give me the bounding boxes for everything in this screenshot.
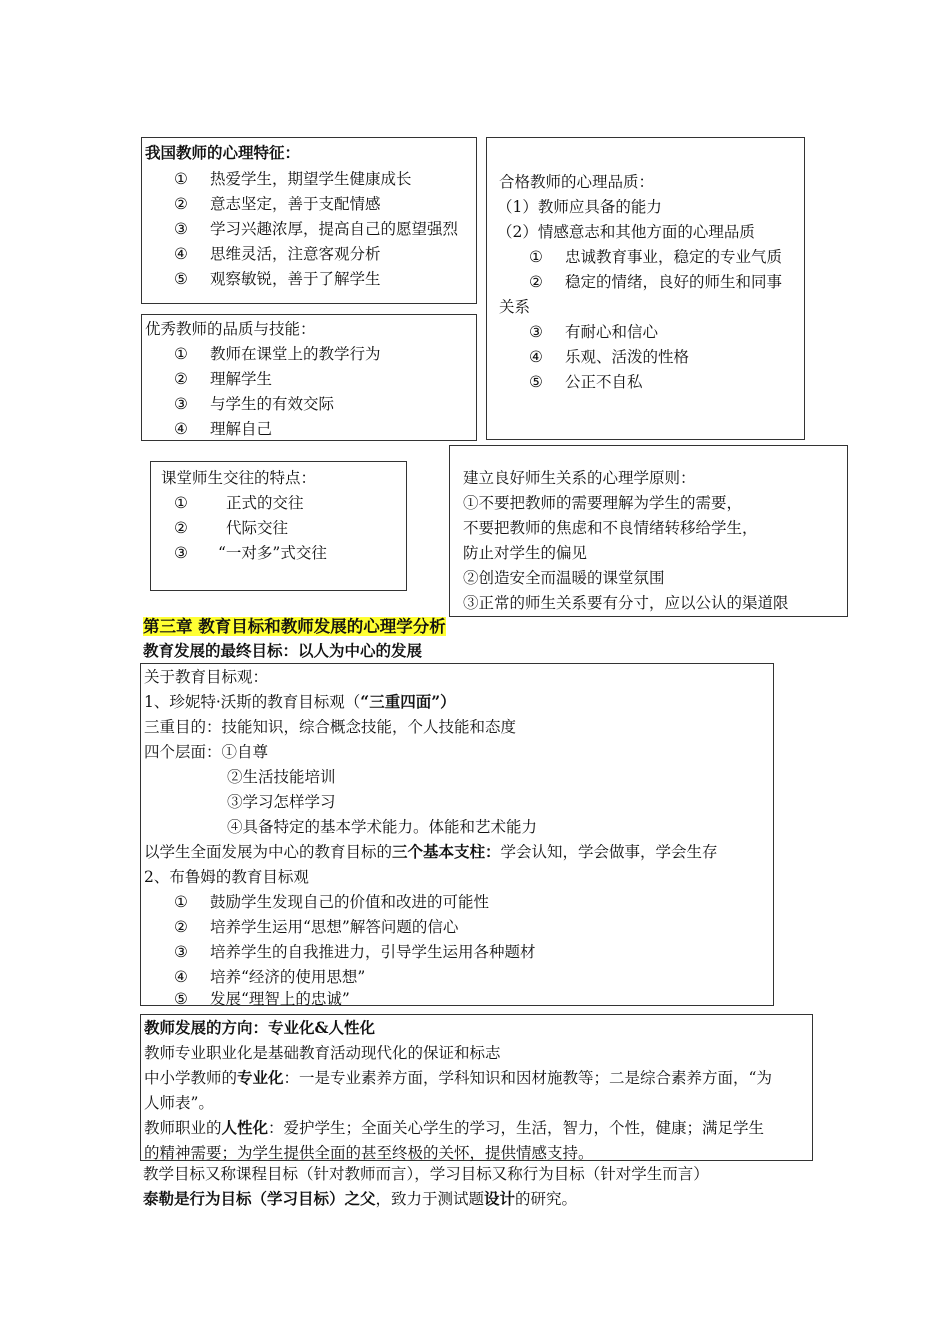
chapter-title: 第三章 教育目标和教师发展的心理学分析 xyxy=(143,617,446,636)
principle-line: ②创造安全而温暖的课堂氛围 xyxy=(463,569,665,587)
principle-line: ③正常的师生关系要有分寸，应以公认的渠道限 xyxy=(463,594,789,612)
goals-line: ④具备特定的基本学术能力。体能和艺术能力 xyxy=(227,818,538,836)
principle-line: ①不要把教师的需要理解为学生的需要， xyxy=(463,494,743,512)
teacher-development-title: 教师发展的方向：专业化&人性化 xyxy=(144,1018,375,1037)
goals-line: 1、珍妮特·沃斯的教育目标观（“三重四面”） xyxy=(144,692,456,711)
list-item: ④ 培养“经济的使用思想” xyxy=(174,968,366,986)
list-item: ⑤ 观察敏锐，善于了解学生 xyxy=(174,270,381,288)
chapter-subtitle: 教育发展的最终目标：以人为中心的发展 xyxy=(143,641,423,660)
list-item: ④ 理解自己 xyxy=(174,420,273,438)
goals-line: 以学生全面发展为中心的教育目标的三个基本支柱：学会认知，学会做事，学会生存 xyxy=(144,842,718,861)
qualified-teacher-box xyxy=(486,137,805,440)
goals-line: 2、布鲁姆的教育目标观 xyxy=(144,868,309,886)
principle-line: 不要把教师的焦虑和不良情绪转移给学生， xyxy=(463,519,758,537)
list-item: ① 忠诚教育事业，稳定的专业气质 xyxy=(529,248,783,266)
qualified-teacher-title: 合格教师的心理品质： xyxy=(499,173,655,191)
goals-line: ③学习怎样学习 xyxy=(227,793,336,811)
list-item: ④ 乐观、活泼的性格 xyxy=(529,348,690,366)
list-item: ③ 培养学生的自我推进力，引导学生运用各种题材 xyxy=(174,943,536,961)
relationship-principles-title: 建立良好师生关系的心理学原则： xyxy=(463,469,696,487)
list-item: ⑤ 公正不自私 xyxy=(529,373,643,391)
list-item: ④ 思维灵活，注意客观分析 xyxy=(174,245,381,263)
goals-line: 关于教育目标观： xyxy=(144,668,269,686)
development-line: 教师专业职业化是基础教育活动现代化的保证和标志 xyxy=(144,1044,501,1062)
list-item: ② 理解学生 xyxy=(174,370,273,388)
excellent-teacher-title: 优秀教师的品质与技能： xyxy=(145,320,316,338)
list-item: ② 培养学生运用“思想”解答问题的信心 xyxy=(174,918,459,936)
list-item: ② 意志坚定，善于支配情感 xyxy=(174,195,381,213)
list-item: ③ “一对多”式交往 xyxy=(174,544,327,562)
list-item: ③ 与学生的有效交际 xyxy=(174,395,335,413)
classroom-interaction-title: 课堂师生交往的特点： xyxy=(161,469,317,487)
list-item: ③ 学习兴趣浓厚，提高自己的愿望强烈 xyxy=(174,220,459,238)
psych-traits-title: 我国教师的心理特征： xyxy=(145,143,301,162)
classroom-interaction-box xyxy=(150,461,407,591)
list-item: ② 代际交往 xyxy=(174,519,289,537)
footer-line-2: 泰勒是行为目标（学习目标）之父，致力于测试题设计的研究。 xyxy=(143,1189,578,1208)
teacher-development-box xyxy=(140,1014,813,1161)
relationship-principles-box xyxy=(449,445,848,617)
goals-line: 四个层面：①自尊 xyxy=(144,743,269,761)
footer-line-1: 教学目标又称课程目标（针对教师而言），学习目标又称行为目标（针对学生而言） xyxy=(143,1165,709,1183)
wrap-text: 关系 xyxy=(499,298,531,316)
list-item: ③ 有耐心和信心 xyxy=(529,323,659,341)
list-item: ① 正式的交往 xyxy=(174,494,304,512)
qualified-line-1: （1）教师应具备的能力 xyxy=(497,198,662,216)
list-item: ① 鼓励学生发现自己的价值和改进的可能性 xyxy=(174,893,490,911)
list-item: ② 稳定的情绪，良好的师生和同事 xyxy=(529,273,783,291)
list-item: ① 热爱学生，期望学生健康成长 xyxy=(174,170,412,188)
psych-traits-box xyxy=(141,137,477,304)
development-line: 的精神需要；为学生提供全面的甚至终极的关怀，提供情感支持。 xyxy=(144,1144,594,1162)
goals-line: 三重目的：技能知识，综合概念技能，个人技能和态度 xyxy=(144,718,517,736)
education-goals-box xyxy=(140,663,774,1006)
goals-line: ②生活技能培训 xyxy=(227,768,336,786)
development-line: 中小学教师的专业化：一是专业素养方面，学科知识和因材施教等；二是综合素养方面，“为 xyxy=(144,1068,772,1087)
excellent-teacher-box xyxy=(141,314,477,441)
list-item: ① 教师在课堂上的教学行为 xyxy=(174,345,381,363)
qualified-line-2: （2）情感意志和其他方面的心理品质 xyxy=(497,223,755,241)
principle-line: 防止对学生的偏见 xyxy=(463,544,588,562)
list-item: ⑤ 发展“理智上的忠诚” xyxy=(174,990,350,1005)
development-line: 教师职业的人性化：爱护学生；全面关心学生的学习，生活，智力，个性，健康；满足学生 xyxy=(144,1118,765,1137)
development-line: 人师表”。 xyxy=(144,1094,214,1112)
